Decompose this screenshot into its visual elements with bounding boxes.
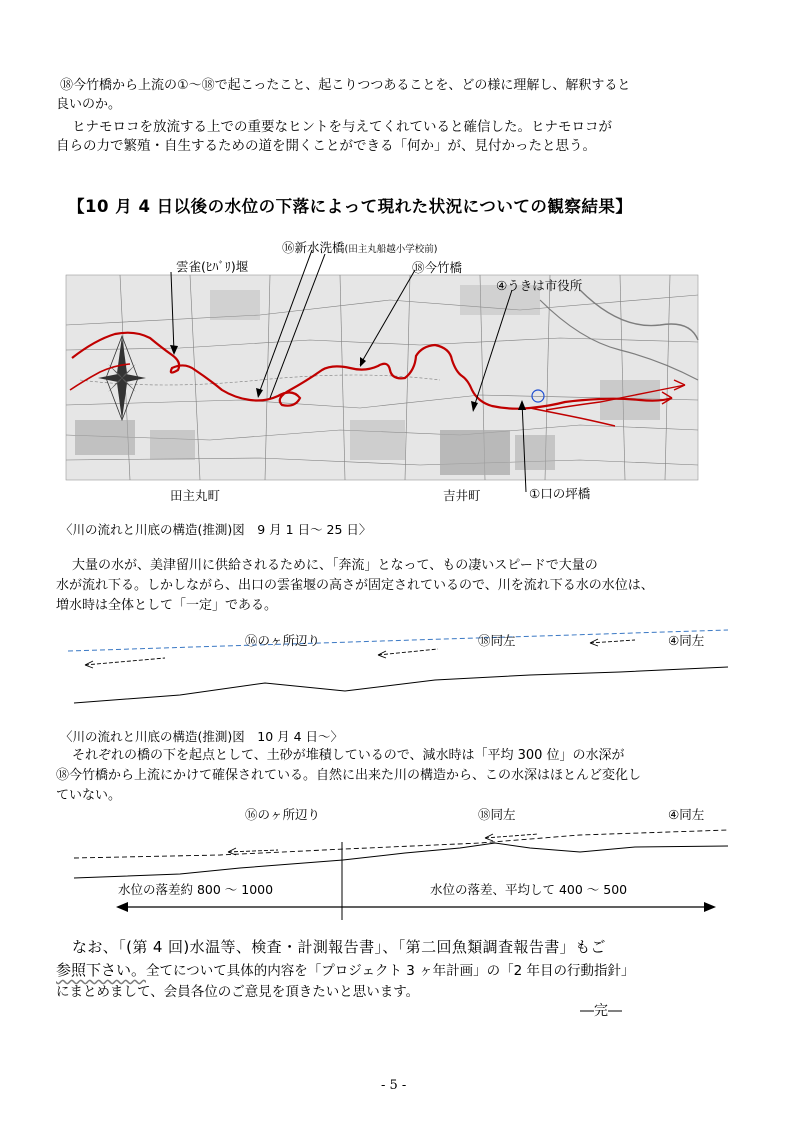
- section2-line-1: それぞれの橋の下を起点として、土砂が堆積しているので、減水時は「平均 300 位」の水深が: [72, 748, 625, 763]
- flow-arrows: [85, 640, 635, 665]
- flow-arrowheads: [85, 639, 598, 668]
- riverbed-diagram-oct-svg: [60, 800, 740, 925]
- section2-caption: 〈川の流れと川底の構造(推測)図 10 月 4 日～〉: [60, 729, 344, 744]
- intro-line-1: ⑱今竹橋から上流の①～⑱で起こったこと、起こりつつあることを、どの様に理解し、解釈すると: [60, 78, 631, 93]
- river-map-svg: [60, 230, 740, 505]
- diag2-label-c: ④同左: [668, 807, 705, 822]
- section2-line-3: ていない。: [56, 788, 122, 803]
- diag2-label-left-drop: 水位の落差約 800 ～ 1000: [118, 882, 274, 897]
- diag1-label-a: ⑯のヶ所辺り: [245, 633, 321, 648]
- map-label-kuchinotsubo-bridge: ①口の坪橋: [529, 486, 591, 501]
- section1-line-2: 水が流れ下る。しかしながら、出口の雲雀堰の高さが固定されているので、川を流れ下る水の水位は、: [56, 578, 654, 593]
- riverbed-diagram-oct: [60, 800, 740, 925]
- section1-line-1: 大量の水が、美津留川に供給されるために、「奔流」となって、もの凄いスピードで大量の: [72, 558, 598, 573]
- section2-line-2: ⑱今竹橋から上流にかけて確保されている。自然に出来た川の構造から、この水深はほとんど変化し: [56, 768, 642, 783]
- page-number: - 5 -: [381, 1078, 407, 1093]
- diag2-label-a: ⑯のヶ所辺り: [245, 807, 321, 822]
- riverbed-diagram-sep-svg: [60, 625, 740, 710]
- diag2-label-b: ⑱同左: [478, 807, 516, 822]
- map-label-shinmizu-bridge: [282, 238, 437, 256]
- closing-line-2b: 全てについて具体的内容を「プロジェクト 3 ヶ年計画」の「2 年目の行動指針」: [146, 963, 635, 979]
- span-arrow-left-icon: [116, 902, 128, 912]
- intro-line-3: ヒナモロコを放流する上での重要なヒントを与えてくれていると確信した。ヒナモロコが: [72, 119, 612, 135]
- map-label-hibari-weir: 雲雀(ﾋﾊﾞﾘ)堰: [176, 259, 249, 274]
- map-label-imatake-bridge: ⑱今竹橋: [412, 260, 463, 275]
- riverbed-profile-line: [74, 843, 728, 878]
- diag1-label-c: ④同左: [668, 633, 705, 648]
- section1-caption: 〈川の流れと川底の構造(推測)図 9 月 1 日～ 25 日〉: [60, 522, 372, 537]
- closing-line-2a: 参照下さい。: [56, 961, 147, 979]
- map-label-yoshii-town: 吉井町: [443, 488, 481, 503]
- intro-line-2: 良いのか。: [56, 97, 122, 112]
- closing-line-2: [56, 960, 635, 981]
- intro-line-4: 自らの力で繁殖・自生するための道を開くことができる「何か」が、見付かったと思う。: [56, 138, 596, 154]
- river-map-figure: [60, 230, 740, 505]
- section-heading: 【10 月 4 日以後の水位の下落によって現れた状況についての観察結果】: [68, 197, 633, 216]
- diag2-label-right-drop: 水位の落差、平均して 400 ～ 500: [430, 882, 628, 897]
- span-arrow-right-icon: [704, 902, 716, 912]
- closing-end-mark: ―完―: [580, 1003, 622, 1019]
- map-label-ukiha-city-hall: ④うきは市役所: [496, 278, 583, 293]
- section1-line-3: 増水時は全体として「一定」である。: [56, 598, 278, 613]
- diag1-label-b: ⑱同左: [478, 633, 516, 648]
- riverbed-diagram-sep: [60, 625, 740, 710]
- closing-line-1: なお、「(第 4 回)水温等、検査・計測報告書」、「第二回魚類調査報告書」もご: [72, 938, 606, 956]
- riverbed-profile-line: [74, 667, 728, 703]
- map-label-shinmizu-name: ⑯新水洗橋: [282, 240, 345, 255]
- map-label-shinmizu-note: (田主丸船越小学校前): [344, 244, 438, 255]
- closing-line-3: にまとめまして、会員各位のご意見を頂きたいと思います。: [56, 984, 420, 1000]
- map-label-tanushimaru-town: 田主丸町: [170, 488, 221, 503]
